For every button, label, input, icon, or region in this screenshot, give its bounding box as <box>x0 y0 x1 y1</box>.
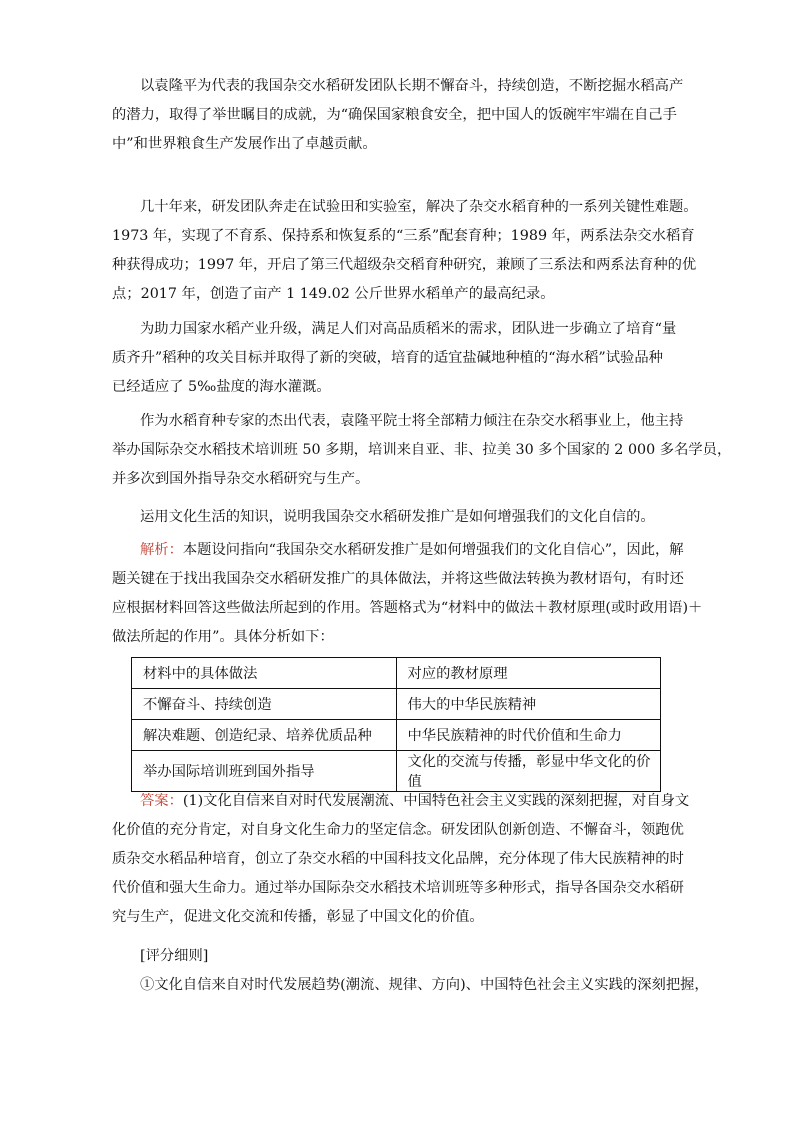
question <box>112 503 692 532</box>
text-line: 应根据材料回答这些做法所起到的作用。答题格式为“材料中的做法＋教材原理(或时政用语)＋ <box>112 600 703 616</box>
paragraph-upgrade <box>112 315 692 402</box>
table-cell: 文化的交流与传播，彰显中华文化的价值 <box>396 751 661 792</box>
text-line: 1973 年，实现了不育系、保持系和恢复系的“三系”配套育种；1989 年，两系法杂交水稻育 <box>112 228 695 244</box>
text-line: 并多次到国外指导杂交水稻研究与生产。 <box>112 471 370 487</box>
text-line: 做法所起的作用”。具体分析如下： <box>112 629 334 645</box>
paragraph-intro <box>112 72 692 159</box>
text-line: 以袁隆平为代表的我国杂交水稻研发团队长期不懈奋斗，持续创造，不断挖掘水稻高产 <box>140 78 684 94</box>
text-line <box>112 536 692 565</box>
paragraph-yuan <box>112 407 732 494</box>
text-line: 作为水稻育种专家的杰出代表，袁隆平院士将全部精力倾注在杂交水稻事业上，他主持 <box>140 413 684 429</box>
text-line: 质齐升”稻种的攻关目标并取得了新的突破，培育的适宜盐碱地种植的“海水稻”试验品种 <box>112 350 663 366</box>
table-cell: 中华民族精神的时代价值和生命力 <box>396 720 661 751</box>
text-line: 质杂交水稻品种培育，创立了杂交水稻的中国科技文化品牌，充分体现了伟大民族精神的时 <box>112 851 684 867</box>
text-line: 的潜力，取得了举世瞩目的成就，为“确保国家粮食安全，把中国人的饭碗牢牢端在自己手 <box>112 107 677 123</box>
table-cell: 对应的教材原理 <box>396 658 661 689</box>
text-line: 代价值和强大生命力。通过举办国际杂交水稻技术培训班等多种形式，指导各国杂交水稻研 <box>112 880 684 896</box>
analysis <box>112 536 703 652</box>
table-cell: 不懈奋斗、持续创造 <box>132 689 397 720</box>
paragraph-research <box>112 193 698 309</box>
text-line: 化价值的充分肯定，对自身文化生命力的坚定信念。研发团队创新创造、不懈奋斗，领跑优 <box>112 822 684 838</box>
table-cell: 材料中的具体做法 <box>132 658 397 689</box>
text-line: ①文化自信来自对时代发展趋势(潮流、规律、方向)、中国特色社会主义实践的深刻把握， <box>140 977 709 993</box>
text-line: 点；2017 年，创造了亩产 1 149.02 公斤世界水稻单产的最高纪录。 <box>112 286 555 302</box>
answer <box>112 787 692 932</box>
text-line: 为助力国家水稻产业升级，满足人们对高品质稻米的需求，团队进一步确立了培育“量 <box>140 321 677 337</box>
text-line: 举办国际杂交水稻技术培训班 50 多期，培训来自亚、非、拉美 30 多个国家的 2 000 多名学员， <box>112 442 732 458</box>
answer-label: 答案： <box>140 793 183 809</box>
text-line: 已经适应了 5‰盐度的海水灌溉。 <box>112 379 331 395</box>
text-line <box>112 787 692 816</box>
analysis-label: 解析： <box>140 542 183 558</box>
text-line: 几十年来，研发团队奔走在试验田和实验室，解决了杂交水稻育种的一系列关键性难题。 <box>140 199 698 215</box>
table-cell: 举办国际培训班到国外指导 <box>132 751 397 792</box>
text-line: 究与生产，促进文化交流和传播，彰显了中国文化的价值。 <box>112 909 484 925</box>
scoring-heading: [评分细则] <box>140 948 209 964</box>
table-row <box>132 689 661 720</box>
answer-text: (1)文化自信来自对时代发展潮流、中国特色社会主义实践的深刻把握，对自身文 <box>182 793 690 809</box>
table-row <box>132 751 661 792</box>
question-text: 运用文化生活的知识，说明我国杂交水稻研发推广是如何增强我们的文化自信的。 <box>140 509 655 525</box>
table-cell: 解决难题、创造纪录、培养优质品种 <box>132 720 397 751</box>
text-line: 中”和世界粮食生产发展作出了卓越贡献。 <box>112 136 377 152</box>
table-row <box>132 658 661 689</box>
analysis-table <box>131 657 661 792</box>
analysis-text: 本题设问指向“我国杂交水稻研发推广是如何增强我们的文化自信心”，因此，解 <box>182 542 684 558</box>
table-row <box>132 720 661 751</box>
table-cell: 伟大的中华民族精神 <box>396 689 661 720</box>
text-line: 题关键在于找出我国杂交水稻研发推广的具体做法，并将这些做法转换为教材语句，有时还 <box>112 571 684 587</box>
scoring-rules <box>112 942 709 1000</box>
text-line: 种获得成功；1997 年，开启了第三代超级杂交稻育种研究，兼顾了三系法和两系法育种的优 <box>112 257 697 273</box>
